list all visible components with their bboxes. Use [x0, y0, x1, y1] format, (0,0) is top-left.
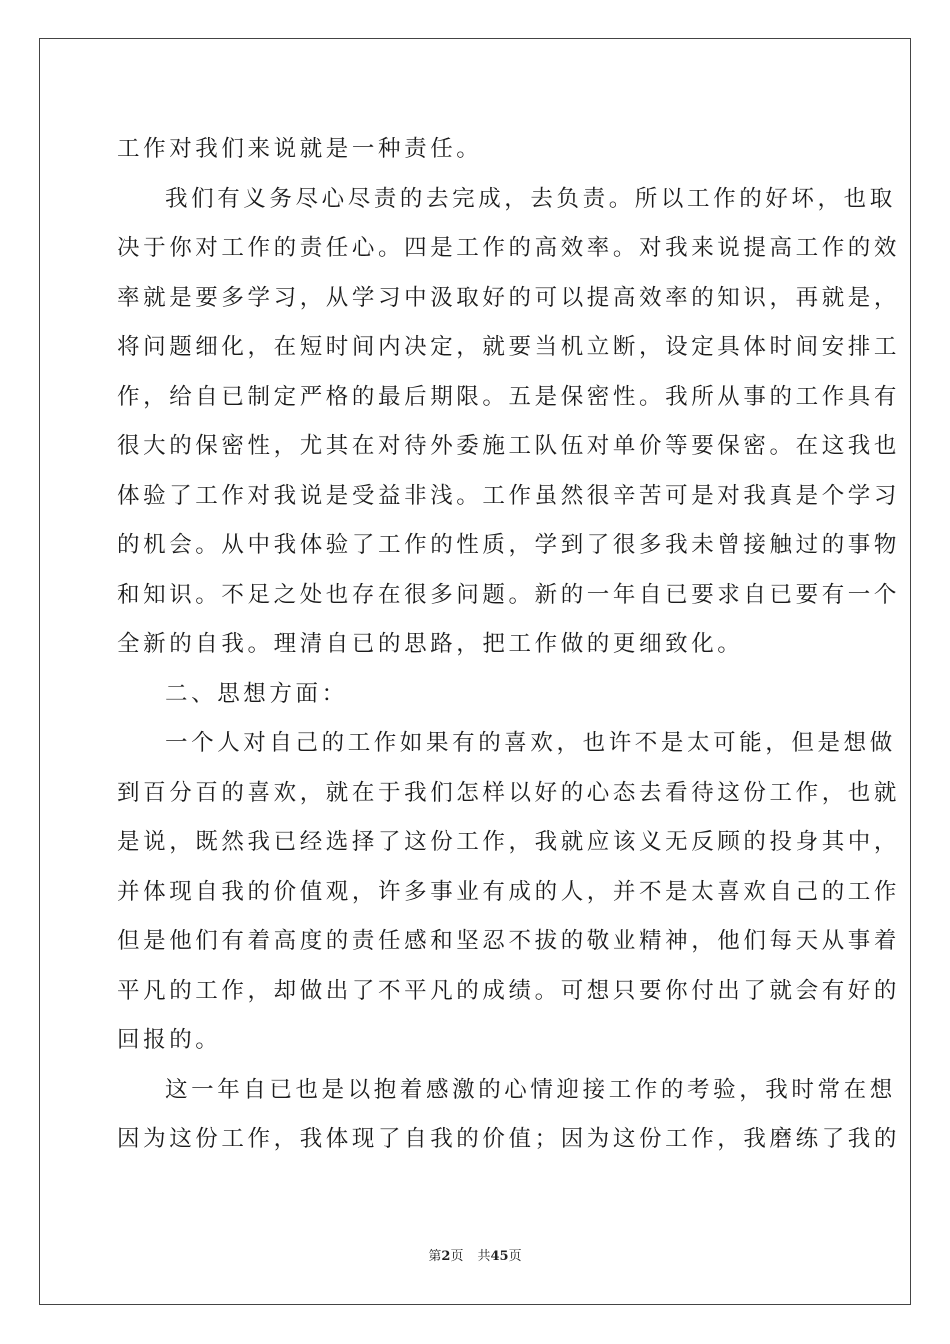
- page-footer: [0, 1248, 950, 1266]
- text-line: 将问题细化，在短时间内决定，就要当机立断，设定具体时间安排工: [117, 334, 901, 360]
- text-line: 很大的保密性，尤其在对待外委施工队伍对单价等要保密。在这我也: [117, 433, 901, 459]
- text-line: 率就是要多学习，从学习中汲取好的可以提高效率的知识，再就是，: [117, 284, 901, 311]
- text-line: 是说，既然我已经选择了这份工作，我就应该义无反顾的投身其中，: [117, 829, 901, 855]
- text-line: 回报的。: [117, 1027, 222, 1053]
- text-line: 但是他们有着高度的责任感和坚忍不拔的敬业精神，他们每天从事着: [117, 928, 901, 954]
- current-page-number: 2: [441, 1249, 451, 1264]
- text-line: 决于你对工作的责任心。四是工作的高效率。对我来说提高工作的效: [117, 235, 901, 261]
- footer-total-suffix: 页: [508, 1249, 522, 1264]
- text-line: 并体现自我的价值观，许多事业有成的人，并不是太喜欢自己的工作: [117, 878, 901, 905]
- text-line: 这一年自已也是以抱着感激的心情迎接工作的考验，我时常在想: [165, 1076, 896, 1103]
- section-heading: 二、思想方面：: [165, 680, 348, 707]
- footer-total-prefix: 共: [477, 1249, 491, 1264]
- text-line: 作，给自已制定严格的最后期限。五是保密性。我所从事的工作具有: [117, 383, 901, 410]
- text-line: 全新的自我。理清自已的思路，把工作做的更细致化。: [117, 631, 744, 657]
- text-line: 的机会。从中我体验了工作的性质，学到了很多我未曾接触过的事物: [117, 532, 901, 558]
- text-line: 一个人对自己的工作如果有的喜欢，也许不是太可能，但是想做: [165, 730, 896, 756]
- text-line: 我们有义务尽心尽责的去完成，去负责。所以工作的好坏，也取: [165, 185, 896, 212]
- document-body: [117, 129, 901, 1169]
- text-line: 工作对我们来说就是一种责任。: [117, 136, 483, 162]
- text-line: 和知识。不足之处也存在很多问题。新的一年自已要求自已要有一个: [117, 581, 901, 608]
- text-line: 到百分百的喜欢，就在于我们怎样以好的心态去看待这份工作，也就: [117, 779, 901, 806]
- text-line: 体验了工作对我说是受益非浅。工作虽然很辛苦可是对我真是个学习: [117, 482, 901, 509]
- total-page-count: 45: [490, 1249, 509, 1264]
- footer-prefix: 第: [428, 1249, 442, 1264]
- footer-page-suffix: 页: [450, 1249, 464, 1264]
- text-line: 因为这份工作，我体现了自我的价值；因为这份工作，我磨练了我的: [117, 1126, 901, 1152]
- text-line: 平凡的工作，却做出了不平凡的成绩。可想只要你付出了就会有好的: [117, 977, 901, 1004]
